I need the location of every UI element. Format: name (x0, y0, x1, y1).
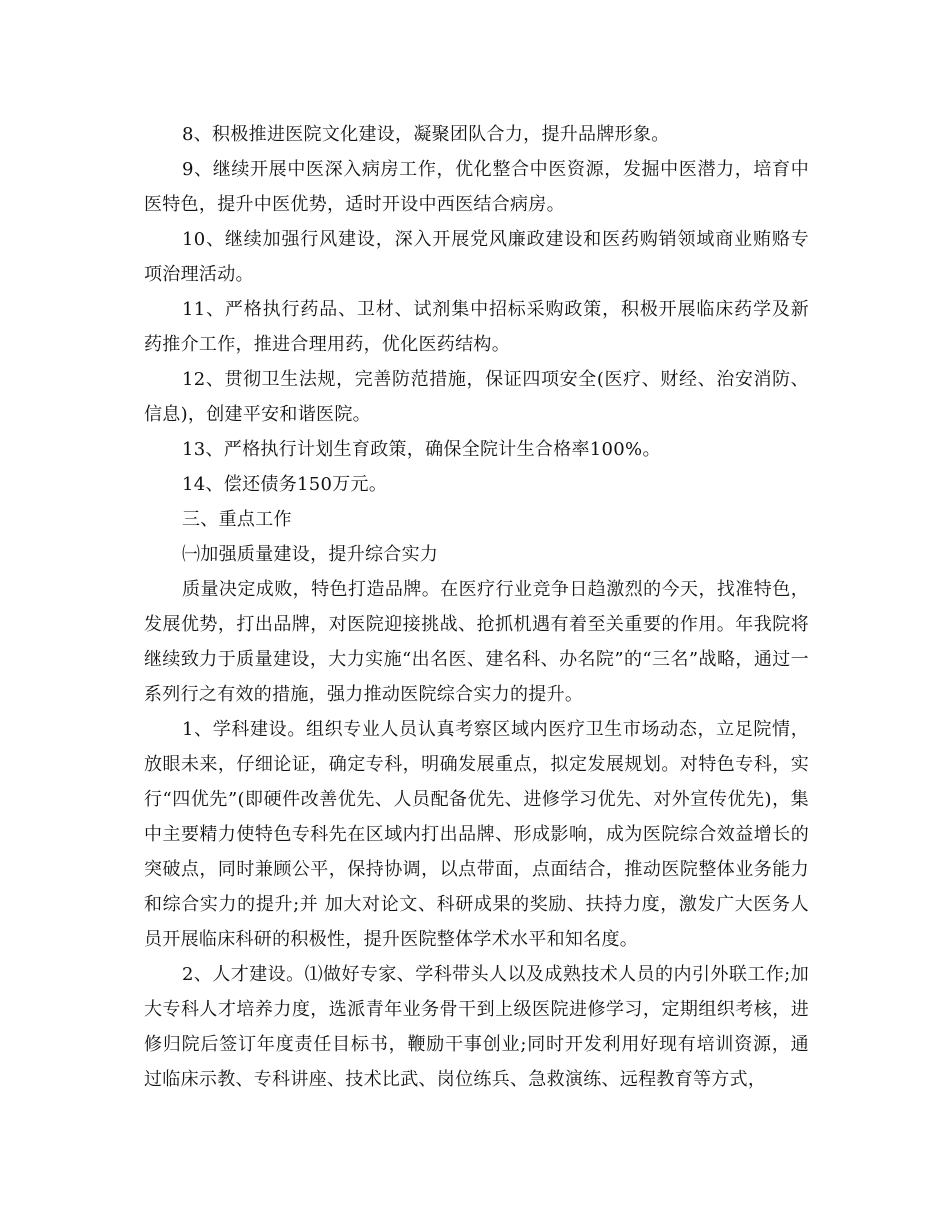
paragraph-discipline-building: 1、学科建设。组织专业人员认真考察区域内医疗卫生市场动态，立足院情，放眼未来，仔细论证，确定专科，明确发展重点，拟定发展规划。对特色专科，实行“四优先”(即硬件改善优先、人员配备优先、进修学习优先、对外宣传优先)，集中主要精力使特色专科先在区域内打出品牌、形成影响，成为医院综合效益增长的突破点，同时兼顾公平，保持协调，以点带面，点面结合，推动医院整体业务能力和综合实力的提升;并 加大对论文、科研成果的奖励、扶持力度，激发广大医务人员开展临床科研的积极性，提升医院整体学术水平和知名度。 (144, 719, 809, 950)
paragraph-item-9: 9、继续开展中医深入病房工作，优化整合中医资源，发掘中医潜力，培育中医特色，提升中医优势，适时开设中西医结合病房。 (144, 159, 809, 215)
paragraph-item-10: 10、继续加强行风建设，深入开展党风廉政建设和医药购销领域商业贿赂专项治理活动。 (144, 229, 809, 285)
paragraph-item-12: 12、贯彻卫生法规，完善防范措施，保证四项安全(医疗、财经、治安消防、信息)，创建平安和谐医院。 (144, 369, 809, 425)
paragraph-item-14: 14、偿还债务150万元。 (182, 474, 388, 495)
section-heading: 三、重点工作 (182, 509, 292, 530)
paragraph-talent-building: 2、人才建设。⑴做好专家、学科带头人以及成熟技术人员的内引外联工作;加大专科人才培养力度，选派青年业务骨干到上级医院进修学习，定期组织考核，进修归院后签订年度责任目标书，鞭励干事创业;同时开发利用好现有培训资源，通过临床示教、专科讲座、技术比武、岗位练兵、急救演练、远程教育等方式， (144, 964, 809, 1090)
paragraph-item-13: 13、严格执行计划生育政策，确保全院计生合格率100%。 (182, 439, 661, 460)
paragraph-quality-intro: 质量决定成败，特色打造品牌。在医疗行业竞争日趋激烈的今天，找准特色，发展优势，打出品牌，对医院迎接挑战、抢抓机遇有着至关重要的作用。年我院将继续致力于质量建设，大力实施“出名医、建名科、办名院”的“三名”战略，通过一系列行之有效的措施，强力推动医院综合实力的提升。 (144, 579, 809, 705)
document-body (144, 117, 809, 1097)
subsection-heading: ㈠加强质量建设，提升综合实力 (182, 544, 439, 565)
paragraph-item-11: 11、严格执行药品、卫材、试剂集中招标采购政策，积极开展临床药学及新药推介工作，推进合理用药，优化医药结构。 (144, 299, 809, 355)
paragraph-item-8: 8、积极推进医院文化建设，凝聚团队合力，提升品牌形象。 (182, 124, 670, 145)
